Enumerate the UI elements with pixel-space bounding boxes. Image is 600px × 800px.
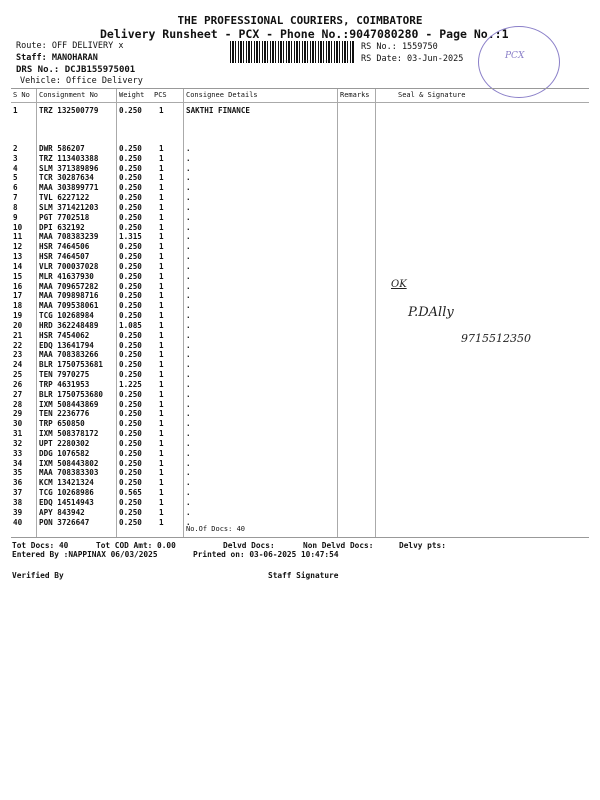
cell-consignment-no: TRZ 113403388 bbox=[39, 153, 99, 163]
cell-consignment-no: MAA 708383303 bbox=[39, 468, 99, 478]
col-remarks: Remarks bbox=[340, 91, 370, 99]
cell-consignee: . bbox=[186, 370, 191, 380]
cell-pcs: 1 bbox=[159, 438, 164, 448]
cell-pcs: 1 bbox=[159, 399, 164, 409]
cell-weight: 0.250 bbox=[119, 252, 142, 262]
cell-sno: 13 bbox=[13, 252, 23, 262]
cell-pcs: 1 bbox=[159, 330, 164, 340]
cell-consignment-no: HSR 7464507 bbox=[39, 252, 90, 262]
cell-consignment-no: HRD 362248489 bbox=[39, 320, 99, 330]
cell-pcs: 1 bbox=[159, 379, 164, 389]
cell-consignee: . bbox=[186, 242, 191, 252]
cell-sno: 24 bbox=[13, 360, 23, 370]
cell-pcs: 1 bbox=[159, 468, 164, 478]
cell-pcs: 1 bbox=[159, 419, 164, 429]
cell-consignment-no: MAA 708383266 bbox=[39, 350, 99, 360]
cell-consignment-no: MAA 708383239 bbox=[39, 232, 99, 242]
cell-consignment-no: TRP 4631953 bbox=[39, 379, 90, 389]
cell-consignment-no: TCR 30287634 bbox=[39, 173, 94, 183]
cell-sno: 21 bbox=[13, 330, 23, 340]
entered-by: Entered By :NAPPINAX 06/03/2025 bbox=[12, 550, 158, 559]
cell-consignee: . bbox=[186, 252, 191, 262]
cell-consignment-no: MAA 709657282 bbox=[39, 281, 99, 291]
cell-consignee: . bbox=[186, 232, 191, 242]
cell-weight: 0.250 bbox=[119, 281, 142, 291]
cell-weight: 0.250 bbox=[119, 478, 142, 488]
cell-consignee: . bbox=[186, 517, 191, 527]
cell-consignment-no: TEN 2236776 bbox=[39, 409, 90, 419]
cell-weight: 0.250 bbox=[119, 301, 142, 311]
cell-pcs: 1 bbox=[159, 409, 164, 419]
cell-sno: 20 bbox=[13, 320, 23, 330]
cell-consignee: . bbox=[186, 429, 191, 439]
cell-consignment-no: BLR 1750753680 bbox=[39, 389, 104, 399]
cell-sno: 11 bbox=[13, 232, 23, 242]
cell-weight: 0.250 bbox=[119, 291, 142, 301]
cell-pcs: 1 bbox=[159, 429, 164, 439]
cell-sno: 37 bbox=[13, 488, 23, 498]
cell-weight: 0.250 bbox=[119, 163, 142, 173]
cell-pcs: 1 bbox=[159, 252, 164, 262]
barcode bbox=[230, 41, 355, 63]
cell-weight: 0.250 bbox=[119, 360, 142, 370]
cell-sno: 29 bbox=[13, 409, 23, 419]
cell-weight: 0.250 bbox=[119, 350, 142, 360]
cell-weight: 1.315 bbox=[119, 232, 142, 242]
cell-consignee: . bbox=[186, 360, 191, 370]
cell-sno: 16 bbox=[13, 281, 23, 291]
cell-weight: 0.250 bbox=[119, 173, 142, 183]
cell-pcs: 1 bbox=[159, 350, 164, 360]
cell-sno: 25 bbox=[13, 370, 23, 380]
cell-consignee: . bbox=[186, 340, 191, 350]
cell-pcs: 1 bbox=[159, 232, 164, 242]
cell-pcs: 1 bbox=[159, 193, 164, 203]
cell-consignee: . bbox=[186, 448, 191, 458]
cell-consignee: . bbox=[186, 488, 191, 498]
cell-consignee: . bbox=[186, 507, 191, 517]
cell-consignee: . bbox=[186, 212, 191, 222]
cell-weight: 0.250 bbox=[119, 202, 142, 212]
cell-pcs: 1 bbox=[159, 507, 164, 517]
cell-weight: 1.085 bbox=[119, 320, 142, 330]
cell-pcs: 1 bbox=[159, 163, 164, 173]
cell-consignment-no: MAA 303899771 bbox=[39, 183, 99, 193]
route: Route: OFF DELIVERY x bbox=[16, 41, 124, 51]
cell-consignee: SAKTHI FINANCE bbox=[186, 106, 251, 115]
stamp-text: PCX bbox=[505, 51, 525, 61]
cell-consignee: . bbox=[186, 478, 191, 488]
cell-consignee: . bbox=[186, 497, 191, 507]
cell-pcs: 1 bbox=[159, 173, 164, 183]
cell-pcs: 1 bbox=[159, 488, 164, 498]
cell-sno: 34 bbox=[13, 458, 23, 468]
cell-pcs: 1 bbox=[159, 212, 164, 222]
col-consignee: Consignee Details bbox=[186, 91, 258, 99]
cell-consignment-no: EDQ 13641794 bbox=[39, 340, 94, 350]
cell-weight: 0.250 bbox=[119, 419, 142, 429]
cell-consignee: . bbox=[186, 468, 191, 478]
cell-consignment-no: TRZ 132500779 bbox=[39, 106, 99, 115]
no-of-docs: No.Of Docs: 40 bbox=[186, 525, 246, 533]
cell-pcs: 1 bbox=[159, 281, 164, 291]
cell-consignment-no: PON 3726647 bbox=[39, 517, 90, 527]
cell-consignment-no: PGT 7702518 bbox=[39, 212, 90, 222]
cell-consignee: . bbox=[186, 222, 191, 232]
cell-pcs: 1 bbox=[159, 153, 164, 163]
cell-consignment-no: TEN 7970275 bbox=[39, 370, 90, 380]
cell-sno: 6 bbox=[13, 183, 18, 193]
cell-sno: 28 bbox=[13, 399, 23, 409]
cell-sno: 38 bbox=[13, 497, 23, 507]
cell-weight: 0.250 bbox=[119, 370, 142, 380]
cell-consignment-no: HSR 7454062 bbox=[39, 330, 90, 340]
cell-weight: 0.250 bbox=[119, 458, 142, 468]
cell-weight: 0.250 bbox=[119, 438, 142, 448]
cell-sno: 18 bbox=[13, 301, 23, 311]
cell-pcs: 1 bbox=[159, 370, 164, 380]
cell-weight: 0.250 bbox=[119, 106, 142, 115]
cell-sno: 39 bbox=[13, 507, 23, 517]
col-seal-signature: Seal & Signature bbox=[398, 91, 466, 99]
cell-weight: 0.250 bbox=[119, 399, 142, 409]
cell-weight: 0.250 bbox=[119, 261, 142, 271]
cell-weight: 0.250 bbox=[119, 497, 142, 507]
cell-sno: 30 bbox=[13, 419, 23, 429]
cell-consignment-no: TCG 10268984 bbox=[39, 311, 94, 321]
cell-sno: 1 bbox=[13, 106, 18, 115]
cell-consignment-no: IXM 508443869 bbox=[39, 399, 99, 409]
cell-consignment-no: KCM 13421324 bbox=[39, 478, 94, 488]
tot-docs: Tot Docs: 40 bbox=[12, 541, 69, 550]
non-delvd-docs: Non Delvd Docs: bbox=[303, 541, 374, 550]
vehicle: Vehicle: Office Delivery bbox=[20, 76, 143, 86]
cell-pcs: 1 bbox=[159, 360, 164, 370]
cell-consignment-no: SLM 371421203 bbox=[39, 202, 99, 212]
cell-sno: 35 bbox=[13, 468, 23, 478]
cell-weight: 0.250 bbox=[119, 153, 142, 163]
col-consignment: Consignment No bbox=[39, 91, 99, 99]
handwritten-signature: P.DAlly bbox=[408, 305, 454, 320]
rs-number: RS No.: 1559750 bbox=[361, 42, 438, 52]
cell-consignee: . bbox=[186, 144, 191, 153]
cell-consignment-no: DDG 1076582 bbox=[39, 448, 90, 458]
cell-consignee: . bbox=[186, 281, 191, 291]
cell-sno: 32 bbox=[13, 438, 23, 448]
rs-date: RS Date: 03-Jun-2025 bbox=[361, 54, 464, 64]
cell-weight: 0.250 bbox=[119, 212, 142, 222]
cell-sno: 12 bbox=[13, 242, 23, 252]
cell-pcs: 1 bbox=[159, 242, 164, 252]
cell-pcs: 1 bbox=[159, 271, 164, 281]
company-title: THE PROFESSIONAL COURIERS, COIMBATORE bbox=[177, 14, 423, 27]
cell-weight: 0.250 bbox=[119, 183, 142, 193]
cell-consignee: . bbox=[186, 202, 191, 212]
cell-consignee: . bbox=[186, 409, 191, 419]
cell-consignee: . bbox=[186, 183, 191, 193]
cell-sno: 40 bbox=[13, 517, 23, 527]
cell-consignment-no: TRP 650850 bbox=[39, 419, 85, 429]
cell-consignee: . bbox=[186, 438, 191, 448]
cell-weight: 0.250 bbox=[119, 144, 142, 153]
cell-sno: 33 bbox=[13, 448, 23, 458]
cell-consignment-no: TVL 6227122 bbox=[39, 193, 90, 203]
cell-consignee: . bbox=[186, 301, 191, 311]
cell-consignee: . bbox=[186, 320, 191, 330]
cell-weight: 0.250 bbox=[119, 242, 142, 252]
cell-consignment-no: EDQ 14514943 bbox=[39, 497, 94, 507]
cell-weight: 0.250 bbox=[119, 517, 142, 527]
cell-sno: 31 bbox=[13, 429, 23, 439]
cell-consignment-no: SLM 371389896 bbox=[39, 163, 99, 173]
delvd-docs: Delvd Docs: bbox=[223, 541, 275, 550]
cell-pcs: 1 bbox=[159, 261, 164, 271]
cell-consignee: . bbox=[186, 193, 191, 203]
cell-sno: 3 bbox=[13, 153, 18, 163]
cell-weight: 0.250 bbox=[119, 389, 142, 399]
cell-consignee: . bbox=[186, 399, 191, 409]
printed-on: Printed on: 03-06-2025 10:47:54 bbox=[193, 550, 339, 559]
cell-pcs: 1 bbox=[159, 497, 164, 507]
cell-consignment-no: UPT 2280302 bbox=[39, 438, 90, 448]
cell-weight: 0.250 bbox=[119, 409, 142, 419]
cell-consignee: . bbox=[186, 261, 191, 271]
cell-pcs: 1 bbox=[159, 340, 164, 350]
cell-weight: 0.565 bbox=[119, 488, 142, 498]
cell-pcs: 1 bbox=[159, 183, 164, 193]
cell-sno: 7 bbox=[13, 193, 18, 203]
cell-sno: 27 bbox=[13, 389, 23, 399]
cell-pcs: 1 bbox=[159, 517, 164, 527]
cell-consignee: . bbox=[186, 330, 191, 340]
cell-consignee: . bbox=[186, 291, 191, 301]
cell-weight: 0.250 bbox=[119, 468, 142, 478]
cell-consignee: . bbox=[186, 379, 191, 389]
cell-sno: 23 bbox=[13, 350, 23, 360]
cell-consignment-no: VLR 700037028 bbox=[39, 261, 99, 271]
tot-cod: Tot COD Amt: 0.00 bbox=[96, 541, 176, 550]
cell-weight: 0.250 bbox=[119, 448, 142, 458]
cell-pcs: 1 bbox=[159, 222, 164, 232]
cell-pcs: 1 bbox=[159, 478, 164, 488]
cell-sno: 14 bbox=[13, 261, 23, 271]
cell-pcs: 1 bbox=[159, 301, 164, 311]
col-weight: Weight bbox=[119, 91, 145, 99]
cell-sno: 10 bbox=[13, 222, 23, 232]
cell-consignment-no: IXM 508443802 bbox=[39, 458, 99, 468]
cell-weight: 0.250 bbox=[119, 311, 142, 321]
cell-pcs: 1 bbox=[159, 144, 164, 153]
cell-consignee: . bbox=[186, 350, 191, 360]
cell-consignee: . bbox=[186, 389, 191, 399]
cell-weight: 1.225 bbox=[119, 379, 142, 389]
cell-consignment-no: BLR 1750753681 bbox=[39, 360, 104, 370]
cell-sno: 36 bbox=[13, 478, 23, 488]
cell-sno: 5 bbox=[13, 173, 18, 183]
cell-pcs: 1 bbox=[159, 458, 164, 468]
cell-consignment-no: IXM 508378172 bbox=[39, 429, 99, 439]
handwritten-phone: 9715512350 bbox=[461, 332, 531, 345]
col-pcs: PCS bbox=[154, 91, 167, 99]
cell-consignee: . bbox=[186, 153, 191, 163]
cell-sno: 19 bbox=[13, 311, 23, 321]
cell-weight: 0.250 bbox=[119, 271, 142, 281]
cell-weight: 0.250 bbox=[119, 330, 142, 340]
cell-sno: 9 bbox=[13, 212, 18, 222]
cell-consignment-no: MAA 709538061 bbox=[39, 301, 99, 311]
cell-weight: 0.250 bbox=[119, 193, 142, 203]
cell-weight: 0.250 bbox=[119, 340, 142, 350]
cell-consignment-no: DPI 632192 bbox=[39, 222, 85, 232]
cell-sno: 4 bbox=[13, 163, 18, 173]
cell-consignment-no: DWR 586207 bbox=[39, 144, 85, 153]
cell-consignee: . bbox=[186, 271, 191, 281]
cell-pcs: 1 bbox=[159, 389, 164, 399]
cell-sno: 2 bbox=[13, 144, 18, 153]
cell-consignee: . bbox=[186, 419, 191, 429]
cell-consignment-no: MLR 41637930 bbox=[39, 271, 94, 281]
cell-consignee: . bbox=[186, 173, 191, 183]
cell-weight: 0.250 bbox=[119, 222, 142, 232]
cell-pcs: 1 bbox=[159, 448, 164, 458]
cell-pcs: 1 bbox=[159, 311, 164, 321]
col-sno: S No bbox=[13, 91, 30, 99]
cell-weight: 0.250 bbox=[119, 507, 142, 517]
cell-sno: 17 bbox=[13, 291, 23, 301]
cell-weight: 0.250 bbox=[119, 429, 142, 439]
cell-pcs: 1 bbox=[159, 202, 164, 212]
handwritten-ok: OK bbox=[391, 279, 407, 290]
staff-signature: Staff Signature bbox=[268, 571, 339, 580]
cell-sno: 15 bbox=[13, 271, 23, 281]
drs-number: DRS No.: DCJB155975001 bbox=[16, 65, 136, 75]
cell-sno: 8 bbox=[13, 202, 18, 212]
cell-consignee: . bbox=[186, 163, 191, 173]
cell-sno: 22 bbox=[13, 340, 23, 350]
cell-pcs: 1 bbox=[159, 291, 164, 301]
delvy-pts: Delvy pts: bbox=[399, 541, 446, 550]
cell-consignee: . bbox=[186, 458, 191, 468]
cell-consignee: . bbox=[186, 311, 191, 321]
cell-sno: 26 bbox=[13, 379, 23, 389]
runsheet-title: Delivery Runsheet - PCX - Phone No.:9047080280 - Page No.:1 bbox=[100, 27, 509, 41]
cell-consignment-no: MAA 709898716 bbox=[39, 291, 99, 301]
verified-by: Verified By bbox=[12, 571, 64, 580]
cell-pcs: 1 bbox=[159, 320, 164, 330]
cell-consignment-no: TCG 10268986 bbox=[39, 488, 94, 498]
cell-consignment-no: APY 843942 bbox=[39, 507, 85, 517]
cell-consignment-no: HSR 7464506 bbox=[39, 242, 90, 252]
cell-pcs: 1 bbox=[159, 106, 164, 115]
staff: Staff: MANOHARAN bbox=[16, 53, 98, 63]
runsheet-table bbox=[11, 88, 589, 538]
